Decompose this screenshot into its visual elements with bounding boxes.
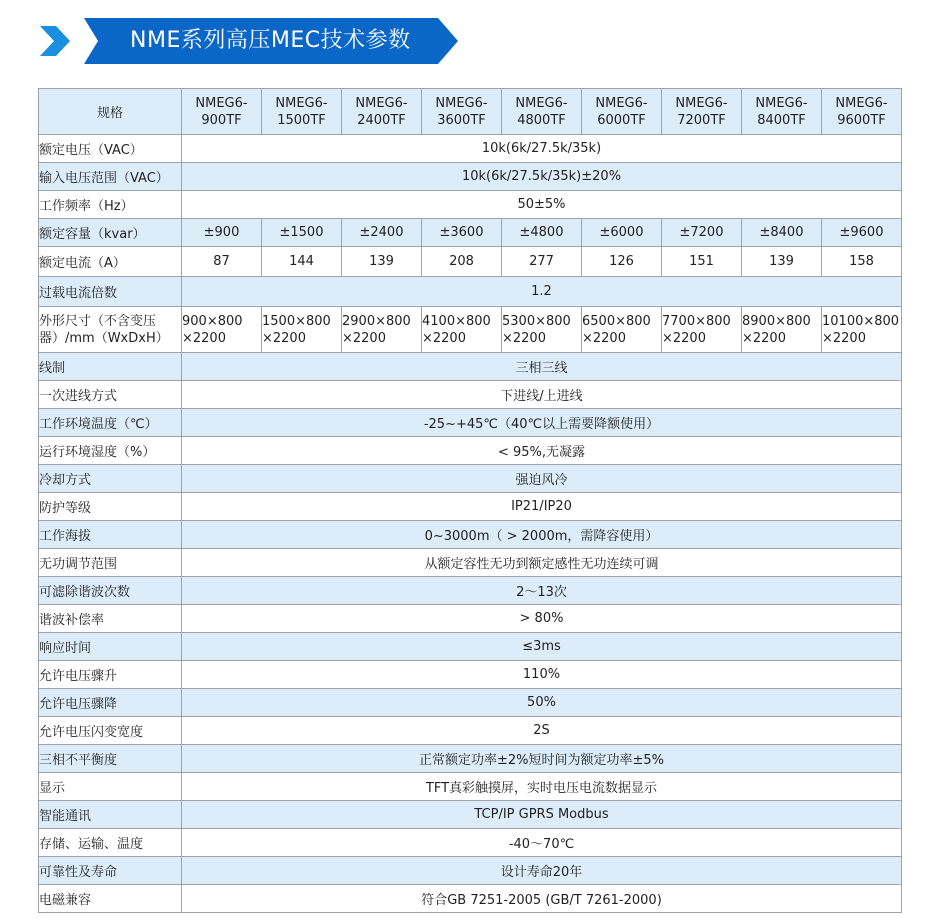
current-cell: 139 [742,247,822,277]
table-row [39,577,902,605]
row-value: > 80% [182,605,902,633]
model-cell: NMEG6- 900TF [182,89,262,135]
table-row [39,409,902,437]
row-value: 50±5% [182,191,902,219]
capacity-cell: ±2400 [342,219,422,247]
table-row [39,135,902,163]
current-cell: 151 [662,247,742,277]
row-value: TCP/IP GPRS Modbus [182,801,902,829]
row-label: 额定电压（VAC） [39,135,182,163]
row-value: 0~3000m（ > 2000m，需降容使用） [182,521,902,549]
row-value: ≤3ms [182,633,902,661]
row-label: 允许电压闪变宽度 [39,717,182,745]
dimension-cell: 10100×800 ×2200 [822,307,902,353]
row-label: 存储、运输、温度 [39,829,182,857]
corner-label: 规格 [39,89,182,135]
row-label: 工作环境温度（℃） [39,409,182,437]
row-label: 工作海拔 [39,521,182,549]
capacity-cell: ±6000 [582,219,662,247]
row-value: 符合GB 7251-2005 (GB/T 7261-2000) [182,885,902,913]
spec-table [38,88,902,913]
table-header-row [39,89,902,135]
capacity-cell: ±4800 [502,219,582,247]
row-value: 强迫风冷 [182,465,902,493]
row-label: 额定容量（kvar） [39,219,182,247]
row-value: IP21/IP20 [182,493,902,521]
table-row [39,219,902,247]
table-row [39,465,902,493]
current-cell: 144 [262,247,342,277]
model-cell: NMEG6- 1500TF [262,89,342,135]
capacity-cell: ±1500 [262,219,342,247]
row-label: 显示 [39,773,182,801]
row-label: 运行环境湿度（%） [39,437,182,465]
model-cell: NMEG6- 9600TF [822,89,902,135]
row-value: 110% [182,661,902,689]
table-row [39,689,902,717]
table-row [39,381,902,409]
table-row [39,717,902,745]
current-cell: 87 [182,247,262,277]
dimension-cell: 7700×800 ×2200 [662,307,742,353]
row-value: 下进线/上进线 [182,381,902,409]
capacity-cell: ±7200 [662,219,742,247]
table-row [39,773,902,801]
table-row [39,247,902,277]
model-cell: NMEG6- 6000TF [582,89,662,135]
dimension-cell: 900×800 ×2200 [182,307,262,353]
table-row [39,605,902,633]
row-value: 1.2 [182,277,902,307]
row-label: 三相不平衡度 [39,745,182,773]
model-cell: NMEG6- 3600TF [422,89,502,135]
row-value: 50% [182,689,902,717]
table-row [39,745,902,773]
capacity-cell: ±3600 [422,219,502,247]
capacity-cell: ±8400 [742,219,822,247]
row-label: 响应时间 [39,633,182,661]
row-label: 过载电流倍数 [39,277,182,307]
row-label: 电磁兼容 [39,885,182,913]
table-row [39,661,902,689]
row-value: 正常额定功率±2%短时间为额定功率±5% [182,745,902,773]
row-label: 谐波补偿率 [39,605,182,633]
row-label: 允许电压骤降 [39,689,182,717]
table-row [39,191,902,219]
row-value: -40～70℃ [182,829,902,857]
dimension-cell: 2900×800 ×2200 [342,307,422,353]
table-row [39,829,902,857]
current-cell: 277 [502,247,582,277]
current-cell: 126 [582,247,662,277]
row-label: 可滤除谐波次数 [39,577,182,605]
table-row [39,307,902,353]
table-row [39,857,902,885]
table-row [39,549,902,577]
row-label: 防护等级 [39,493,182,521]
row-label: 无功调节范围 [39,549,182,577]
row-value: 2S [182,717,902,745]
row-label: 工作频率（Hz） [39,191,182,219]
row-value: 从额定容性无功到额定感性无功连续可调 [182,549,902,577]
row-label: 可靠性及寿命 [39,857,182,885]
table-row [39,885,902,913]
table-row [39,437,902,465]
table-row [39,801,902,829]
row-label: 允许电压骤升 [39,661,182,689]
row-value: TFT真彩触摸屏，实时电压电流数据显示 [182,773,902,801]
table-row [39,277,902,307]
section-banner [38,18,458,64]
row-value: 10k(6k/27.5k/35k)±20% [182,163,902,191]
dimension-cell: 6500×800 ×2200 [582,307,662,353]
current-cell: 139 [342,247,422,277]
row-label: 线制 [39,353,182,381]
table-row [39,163,902,191]
row-label: 智能通讯 [39,801,182,829]
table-row [39,521,902,549]
row-value: 三相三线 [182,353,902,381]
model-cell: NMEG6- 2400TF [342,89,422,135]
row-value: 设计寿命20年 [182,857,902,885]
model-cell: NMEG6- 4800TF [502,89,582,135]
dimension-cell: 5300×800 ×2200 [502,307,582,353]
model-cell: NMEG6- 7200TF [662,89,742,135]
dimension-cell: 4100×800 ×2200 [422,307,502,353]
capacity-cell: ±900 [182,219,262,247]
current-cell: 208 [422,247,502,277]
row-label: 一次进线方式 [39,381,182,409]
row-value: -25~+45℃（40℃以上需要降额使用） [182,409,902,437]
table-row [39,493,902,521]
row-value: < 95%,无凝露 [182,437,902,465]
page-title: NME系列高压MEC技术参数 [130,28,411,53]
dimension-cell: 8900×800 ×2200 [742,307,822,353]
row-value: 10k(6k/27.5k/35k) [182,135,902,163]
current-cell: 158 [822,247,902,277]
row-value: 2～13次 [182,577,902,605]
row-label: 冷却方式 [39,465,182,493]
dimension-cell: 1500×800 ×2200 [262,307,342,353]
model-cell: NMEG6- 8400TF [742,89,822,135]
row-label: 输入电压范围（VAC） [39,163,182,191]
capacity-cell: ±9600 [822,219,902,247]
table-row [39,633,902,661]
row-label: 额定电流（A） [39,247,182,277]
table-row [39,353,902,381]
row-label: 外形尺寸（不含变压器）/mm（WxDxH） [39,307,182,353]
